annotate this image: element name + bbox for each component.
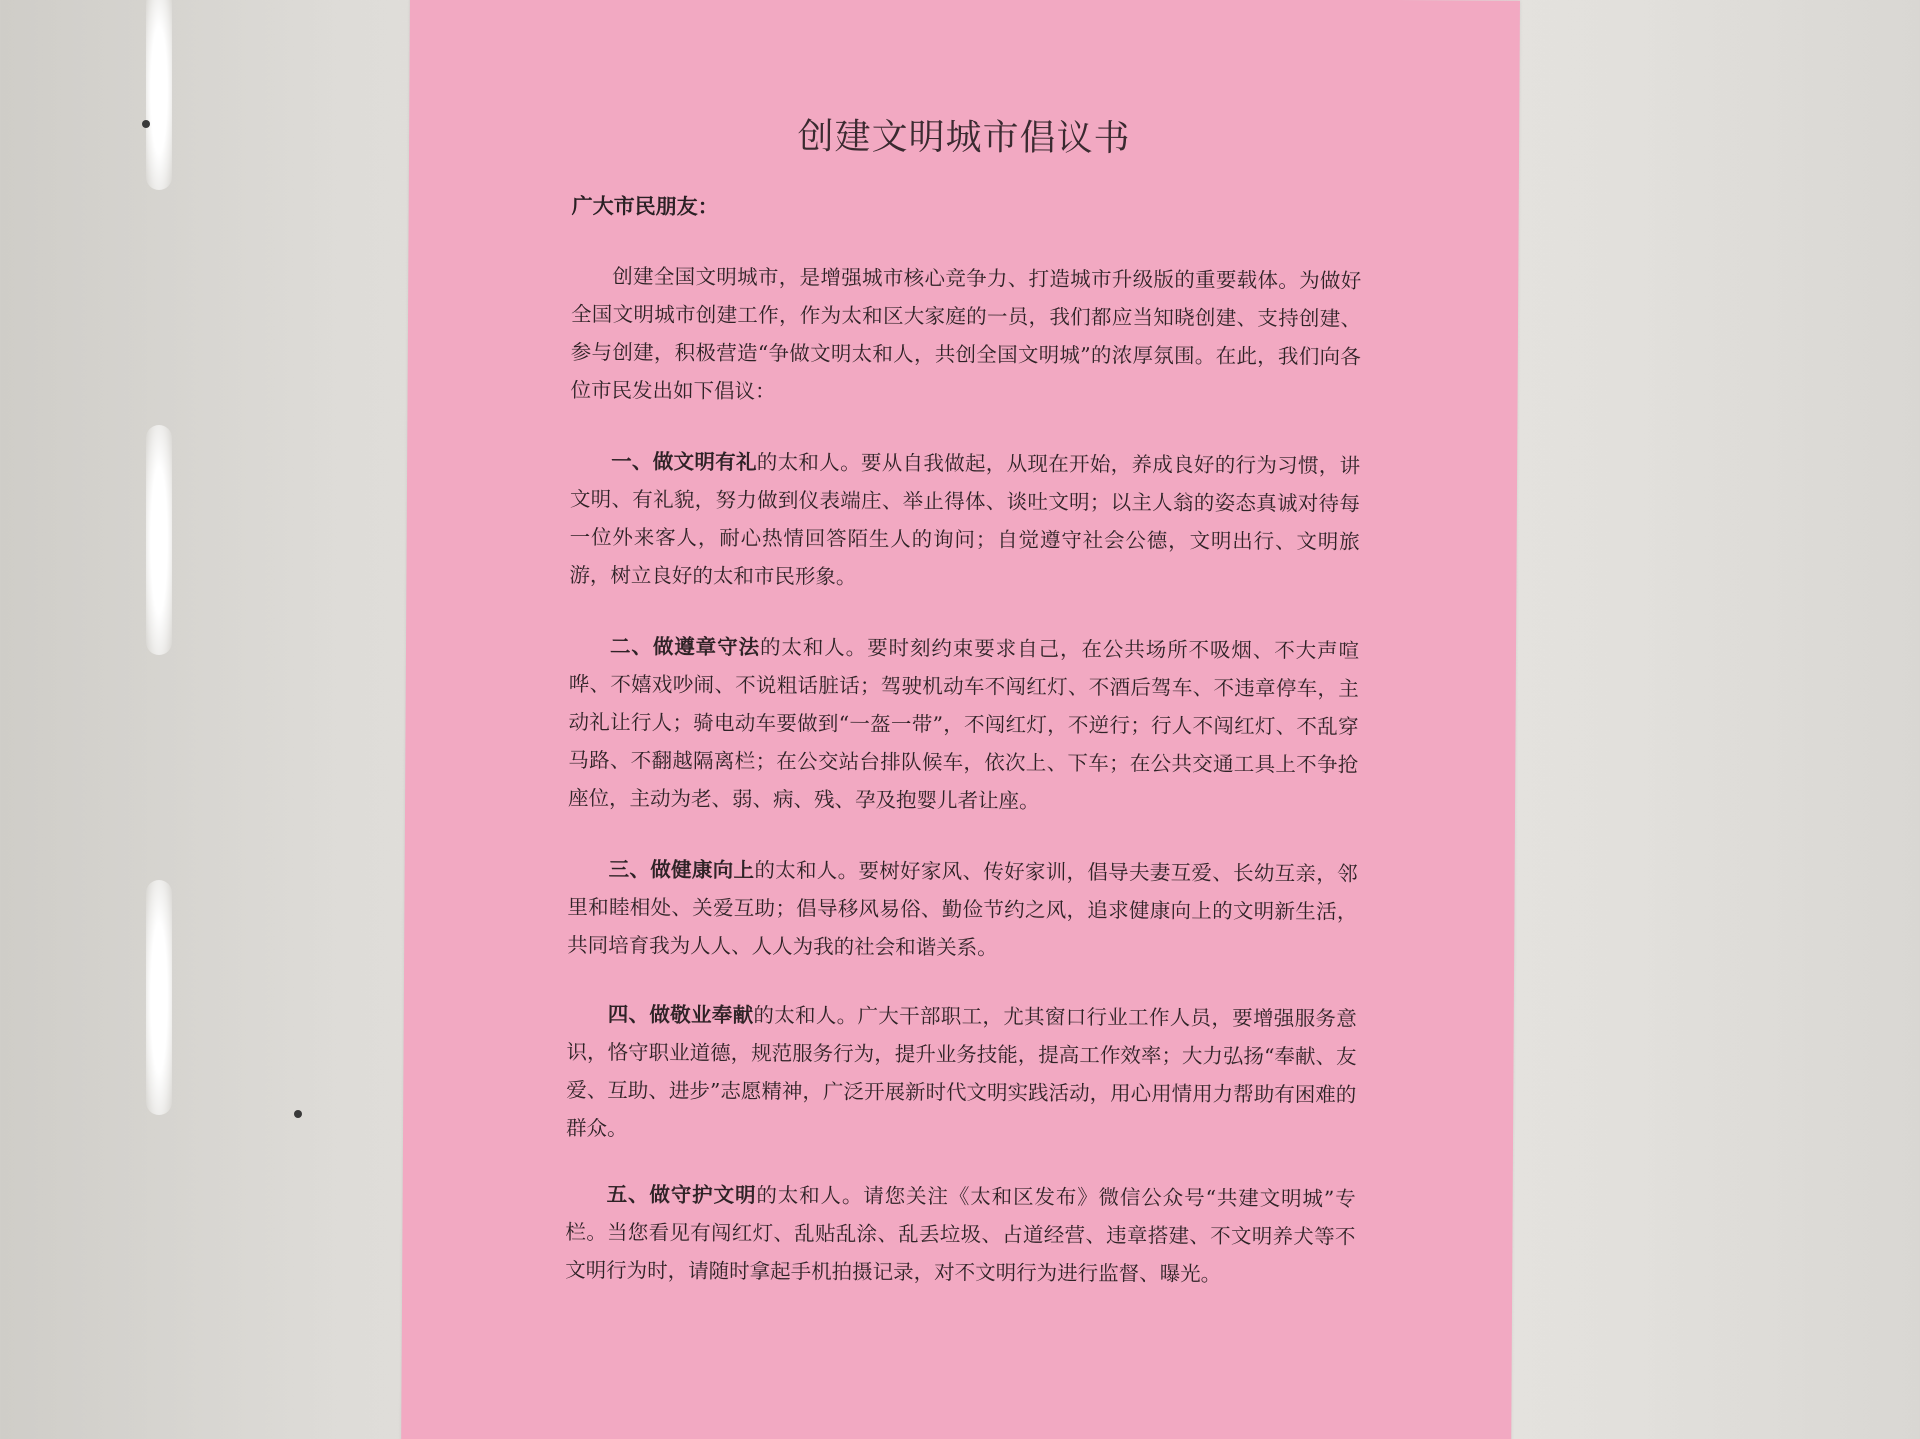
surface-speck [142,120,150,128]
proposal-heading: 三、做健康向上 [608,857,755,883]
proposal-body: 的太和人。广大干部职工，尤其窗口行业工作人员，要增强服务意识，恪守职业道德，规范服务行为，提升业务技能，提高工作效率；大力弘扬“奉献、友爱、互助、进步”志愿精神，广泛开展新时代文明实践活动，用心用情用力帮助有困难的群众。 [566,1003,1357,1141]
light-reflection [146,0,172,190]
proposal-paragraph-2 [568,627,1359,822]
proposal-body: 的太和人。要时刻约束要求自己，在公共场所不吸烟、不大声喧哗、不嬉戏吵闹、不说粗话脏话；驾驶机动车不闯红灯、不酒后驾车、不违章停车，主动礼让行人；骑电动车要做到“一盔一带”，不闯红灯，不逆行；行人不闯红灯、不乱穿马路、不翻越隔离栏；在公交站台排队候车，依次上、下车；在公共交通工具上不争抢座位，主动为老、弱、病、残、孕及抱婴儿者让座。 [568,635,1360,813]
surface-speck [294,1110,302,1118]
proposal-paragraph-4 [566,995,1357,1152]
proposal-heading: 五、做守护文明 [606,1182,757,1208]
light-reflection [146,425,172,655]
proposal-paragraph-3 [567,850,1358,969]
proposal-body: 的太和人。要树好家风、传好家训，倡导夫妻互爱、长幼互亲，邻里和睦相处、关爱互助；倡导移风易俗、勤俭节约之风，追求健康向上的文明新生活，共同培育我为人人、人人为我的社会和谐关系。 [567,858,1358,960]
proposal-heading: 一、做文明有礼 [611,449,757,475]
proposal-heading: 四、做敬业奉献 [607,1002,754,1028]
proposal-heading: 二、做遵章守法 [609,634,761,660]
pink-paper-document [401,0,1520,1439]
light-reflection [146,880,172,1115]
salutation: 广大市民朋友： [571,192,719,219]
proposal-body: 的太和人。要从自我做起，从现在开始，养成良好的行为习惯，讲文明、有礼貌，努力做到仪表端庄、举止得体、谈吐文明；以主人翁的姿态真诚对待每一位外来客人，耐心热情回答陌生人的询问；自觉遵守社会公德，文明出行、文明旅游，树立良好的太和市民形象。 [569,450,1361,589]
intro-paragraph: 创建全国文明城市，是增强城市核心竞争力、打造城市升级版的重要载体。为做好全国文明城市创建工作，作为太和区大家庭的一员，我们都应当知晓创建、支持创建、参与创建，积极营造“争做文明太和人，共创全国文明城”的浓厚氛围。在此，我们向各位市民发出如下倡议： [570,264,1362,404]
document-title: 创建文明城市倡议书 [797,116,1131,160]
proposal-paragraph-5 [565,1175,1356,1294]
proposal-paragraph-1 [569,442,1360,599]
proposal-body: 的太和人。请您关注《太和区发布》微信公众号“共建文明城”专栏。当您看见有闯红灯、乱贴乱涂、乱丢垃圾、占道经营、违章搭建、不文明养犬等不文明行为时，请随时拿起手机拍摄记录，对不文明行为进行监督、曝光。 [565,1183,1356,1286]
